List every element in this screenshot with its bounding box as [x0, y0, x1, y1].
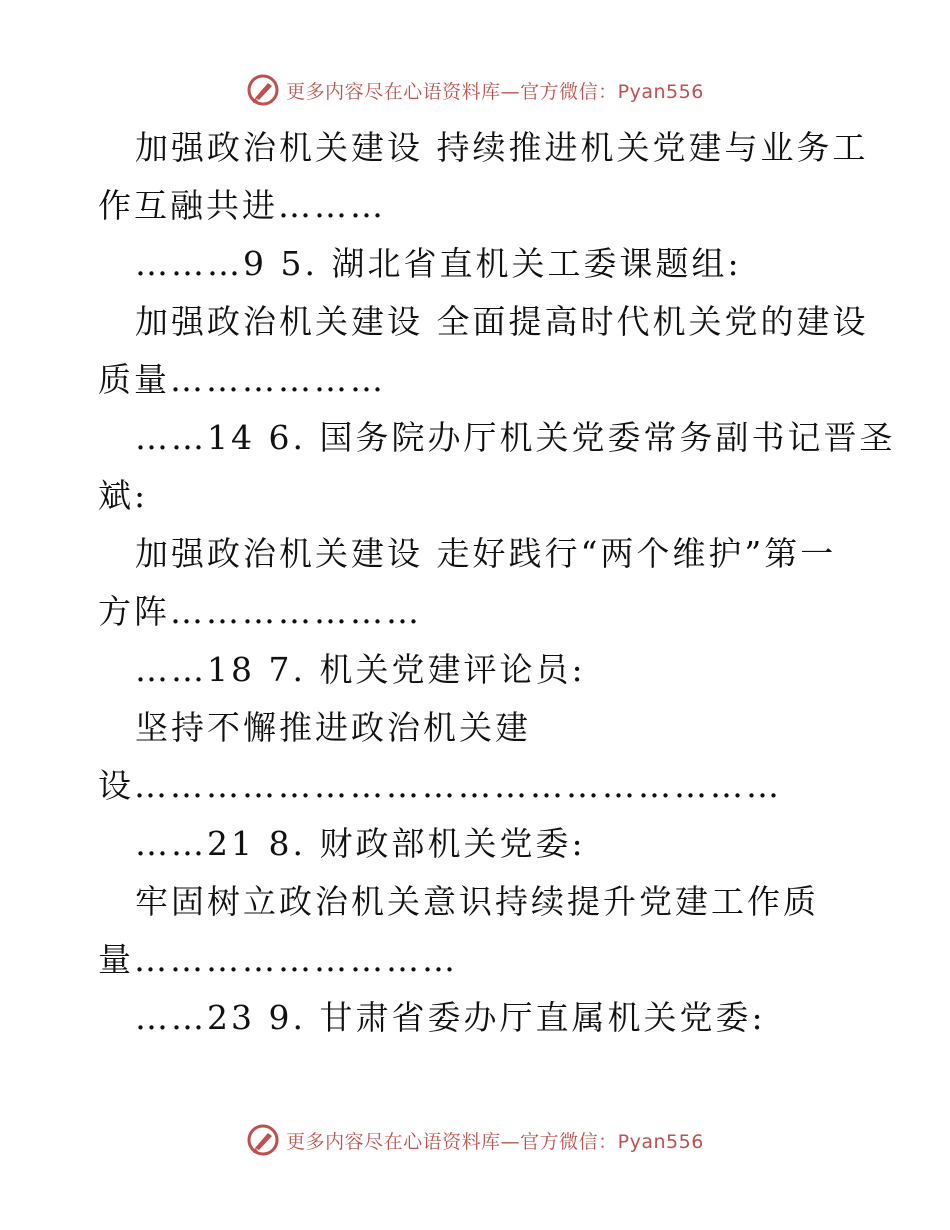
footer-watermark: [0, 1120, 950, 1160]
toc-line: ……23 9. 甘肃省委办厅直属机关党委:: [135, 998, 766, 1037]
toc-line: 加强政治机关建设 持续推进机关党建与业务工: [135, 128, 869, 167]
watermark-text: 更多内容尽在心语资料库—官方微信：Pyan556: [286, 80, 704, 103]
pen-logo-icon: [246, 73, 280, 107]
toc-line: 坚持不懈推进政治机关建: [135, 708, 531, 747]
toc-line: 作互融共进………: [98, 186, 386, 225]
toc-line: ……14 6. 国务院办厅机关党委常务副书记晋圣: [135, 418, 896, 457]
pen-logo-icon: [246, 1123, 280, 1157]
toc-line: ………9 5. 湖北省直机关工委课题组:: [135, 244, 742, 283]
toc-line: 方阵…………………: [98, 592, 422, 631]
toc-line: ……18 7. 机关党建评论员:: [135, 650, 586, 689]
header-watermark: [0, 70, 950, 110]
watermark-text: 更多内容尽在心语资料库—官方微信：Pyan556: [286, 1130, 704, 1153]
toc-line: 牢固树立政治机关意识持续提升党建工作质: [135, 882, 819, 921]
toc-line: 设………………………………………………: [98, 766, 782, 805]
toc-line: 量………………………: [98, 940, 458, 979]
toc-line: 斌:: [98, 476, 149, 515]
toc-line: 加强政治机关建设 走好践行“两个维护”第一: [135, 534, 837, 573]
toc-line: 质量………………: [98, 360, 386, 399]
toc-line: 加强政治机关建设 全面提高时代机关党的建设: [135, 302, 869, 341]
toc-line: ……21 8. 财政部机关党委:: [135, 824, 586, 863]
